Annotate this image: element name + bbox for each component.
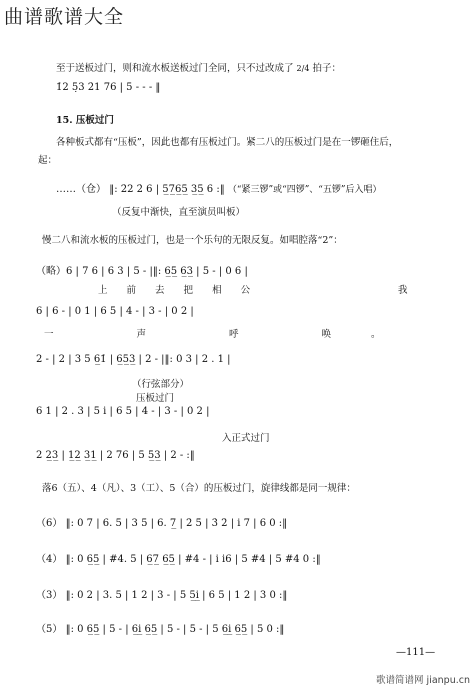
score2-row-label: （5） bbox=[36, 624, 63, 635]
score1-label-a: （行弦部分） bbox=[132, 379, 190, 390]
para1-line2: 起： bbox=[38, 155, 58, 166]
example1-annotation: （“紧三锣”或“四锣”、“五锣”后入唱） bbox=[227, 185, 382, 195]
score2-row-notes: ‖: 0 6̲5̲ | #4. 5 | 6̲7̲ 6̲5̲ | #4 - | i i6 | 5 #4 | 5 #4 0 :‖ bbox=[65, 554, 321, 565]
score1-row4: 6 1 | 2 . 3 | 5 i | 6 5 | 4 - | 3 - | 0 2 | bbox=[36, 406, 210, 417]
score2-row-notes: ‖: 0 2 | 3. 5 | 1 2 | 3 - | 5 5̲i̲ | 6 5 | 1 2 | 3 0 :‖ bbox=[65, 590, 288, 601]
para2-line1: 慢二八和流水板的压板过门，也是一个乐句的无限反复。如唱腔落“2”： bbox=[42, 235, 343, 246]
example1-notes: ‖: 2̇2 2̇ 6 | 5̲7̲6̲5̲ 3̲5̲ 6 :‖ bbox=[109, 184, 225, 195]
score2-row-3 bbox=[36, 586, 287, 601]
score2-row-notes: ‖: 0 7 | 6. 5 | 3 5 | 6. 7̲ | 2̇ 5̇ | 3̇ 2̇ | i 7 | 6 0 :‖ bbox=[65, 518, 288, 529]
watermark: 歌谱简谱网 jianpu.cn bbox=[376, 675, 470, 686]
example1-note: （反复中渐快，直至演员叫板） bbox=[112, 207, 246, 218]
time-signature: 2/4 bbox=[296, 64, 310, 73]
score1-label-b: 压板过门 bbox=[136, 393, 175, 404]
score1-lyric1b: 我 bbox=[398, 285, 408, 296]
score1-row2: 6 | 6 - | 0 1 | 6 5 | 4 - | 3 - | 0 2 | bbox=[36, 306, 194, 317]
score1-label-c: 入正式过门 bbox=[222, 433, 270, 444]
score1-row5: 2 2̲3̲ | 1̲2̲ 3̲1̲ | 2 76 | 5 5̲3̲ | 2 - :‖ bbox=[36, 450, 195, 461]
intro-line: 至于送板过门，则和流水板送板过门全同，只不过改成了 bbox=[56, 63, 294, 74]
intro-tail: 拍子： bbox=[312, 63, 341, 74]
score1-row1: （略）6 | 7 6 | 6 3 | 5 - |‖: 6̲5̲ 6̲3̲ | 5 - | 0 6 | bbox=[36, 266, 248, 277]
score2-row-6 bbox=[36, 514, 287, 529]
example1-prefix: ……（仓） bbox=[56, 184, 106, 195]
score2-row-notes: ‖: 0 6̲5̲ | 5 - | 6̲i̲ 6̲5̲ | 5 - | 5 - | 5 6̲i̲ 6̲5̲ | 5 0 :‖ bbox=[65, 624, 285, 635]
page-header-title: 曲谱歌谱大全 bbox=[4, 6, 125, 28]
para3-line1: 落6（五）、4（凡）、3（工）、5（合）的压板过门，旋律线都是同一规律： bbox=[42, 483, 356, 494]
intro-example: 1̇2 5̣3 2̇1 76 | 5 - - - ‖ bbox=[56, 82, 161, 93]
score2-row-label: （4） bbox=[36, 554, 63, 565]
example1-score bbox=[56, 180, 382, 195]
score1-row3: 2 - | 2 | 3 5 6̲1̇ | 6̲5̲3̲ | 2 - |‖: 0 3 | 2 . 1 | bbox=[36, 354, 231, 365]
para1-line1: 各种板式都有“压板”，因此也都有压板过门。紧二八的压板过门是在一锣砸住后， bbox=[56, 137, 399, 148]
score2-row-label: （3） bbox=[36, 590, 63, 601]
score2-row-label: （6） bbox=[36, 518, 63, 529]
score1-lyric1a: 上 前 去 把 相 公 bbox=[98, 285, 259, 296]
score2-row-4 bbox=[36, 550, 321, 565]
score2-row-5 bbox=[36, 620, 284, 635]
section-title: 15. 压板过门 bbox=[56, 115, 114, 126]
page-number: —111— bbox=[396, 647, 436, 658]
intro-text bbox=[56, 60, 341, 74]
score1-lyric2: 一 声 呼 唤。 bbox=[44, 329, 421, 340]
